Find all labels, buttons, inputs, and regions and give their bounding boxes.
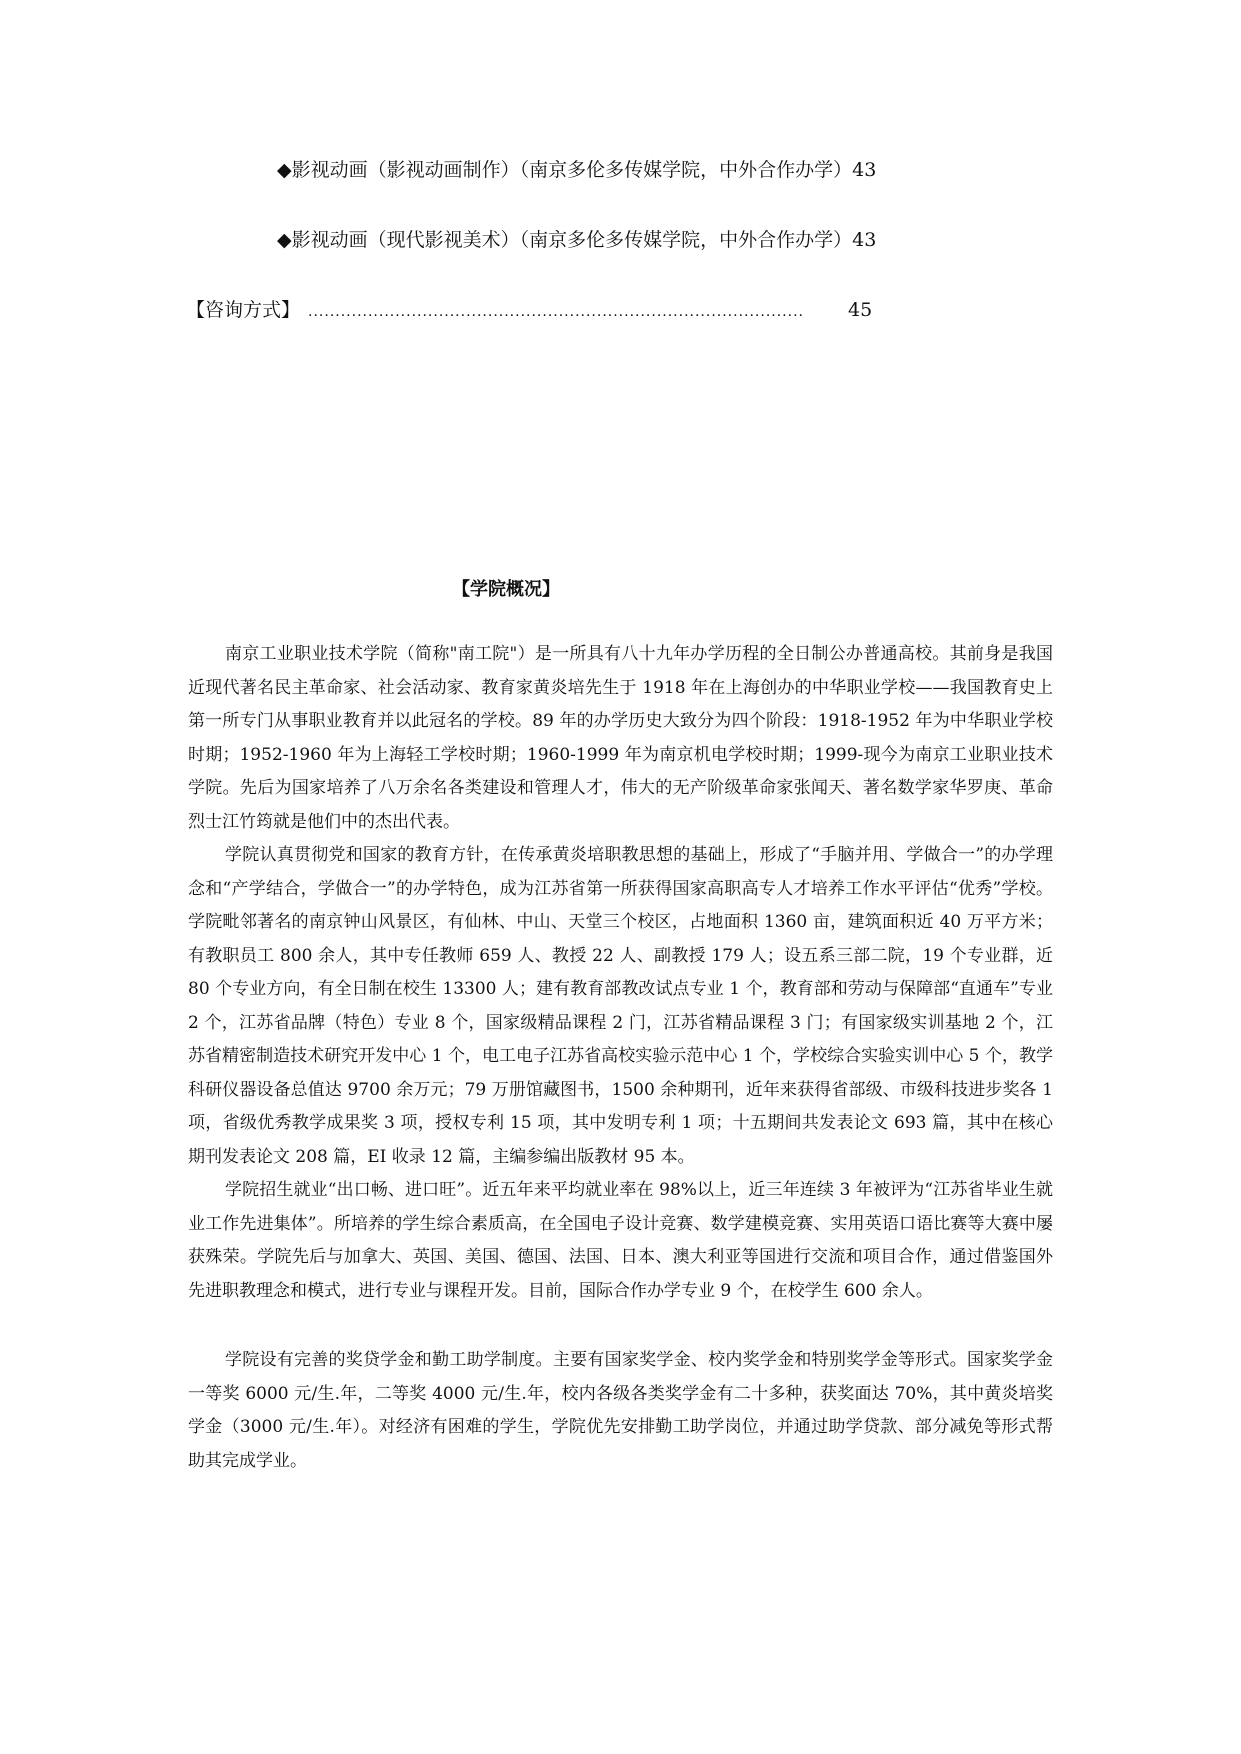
paragraph-history: 南京工业职业技术学院（简称"南工院"）是一所具有八十九年办学历程的全日制公办普通高校。其前身是我国近现代著名民主革命家、社会活动家、教育家黄炎培先生于 1918 年在上海创办的中华职业学校——我国教育史上第一所专门从事职业教育并以此冠名的学校。89 年的办学历史大致分为四个阶段：1918-1952 年为中华职业学校时期；1952-1960 年为上海轻工学校时期；1960-1999 年为南京机电学校时期；1999-现今为南京工业职业技术学院。先后为国家培养了八万余名各类建设和管理人才，伟大的无产阶级革命家张闻天、著名数学家华罗庚、革命烈士江竹筠就是他们中的杰出代表。 (188, 644, 1053, 832)
toc-entry-animation-production: ◆影视动画（影视动画制作）（南京多伦多传媒学院，中外合作办学）43 (277, 159, 877, 181)
toc-entry-contact (186, 297, 872, 325)
toc-entry-contact-label: 【咨询方式】 (186, 299, 301, 321)
toc-leader-dots: ........................................................................................... (308, 304, 804, 320)
toc-entry-contact-page: 45 (848, 299, 873, 321)
section-title: 【学院概况】 (452, 579, 560, 600)
paragraph-overview: 学院认真贯彻党和国家的教育方针，在传承黄炎培职教思想的基础上，形成了“手脑并用、学做合一”的办学理念和“产学结合，学做合一”的办学特色，成为江苏省第一所获得国家高职高专人才培养工作水平评估“优秀”学校。学院毗邻著名的南京钟山风景区，有仙林、中山、天堂三个校区，占地面积 1360 亩，建筑面积近 40 万平方米；有教职员工 800 余人，其中专任教师 659 人、教授 22 人、副教授 179 人；设五系三部二院，19 个专业群，近 80 个专业方向，有全日制在校生 13300 人；建有教育部教改试点专业 1 个，教育部和劳动与保障部“直通车”专业 2 个，江苏省品牌（特色）专业 8 个，国家级精品课程 2 门，江苏省精品课程 3 门；有国家级实训基地 2 个，江苏省精密制造技术研究开发中心 1 个，电工电子江苏省高校实验示范中心 1 个，学校综合实验实训中心 5 个，教学科研仪器设备总值达 9700 余万元；79 万册馆藏图书，1500 余种期刊，近年来获得省部级、市级科技进步奖各 1 项，省级优秀教学成果奖 3 项，授权专利 15 项，其中发明专利 1 项；十五期间共发表论文 693 篇，其中在核心期刊发表论文 208 篇，EI 收录 12 篇，主编参编出版教材 95 本。 (188, 845, 1053, 1167)
toc-entry-modern-film-art: ◆影视动画（现代影视美术）（南京多伦多传媒学院，中外合作办学）43 (277, 229, 877, 251)
paragraph-employment: 学院招生就业“出口畅、进口旺”。近五年来平均就业率在 98%以上，近三年连续 3 年被评为“江苏省毕业生就业工作先进集体”。所培养的学生综合素质高，在全国电子设计竞赛、数学建模竞赛、实用英语口语比赛等大赛中屡获殊荣。学院先后与加拿大、英国、美国、德国、法国、日本、澳大利亚等国进行交流和项目合作，通过借鉴国外先进职教理念和模式，进行专业与课程开发。目前，国际合作办学专业 9 个，在校学生 600 余人。 (188, 1180, 1053, 1301)
paragraph-scholarship: 学院设有完善的奖贷学金和勤工助学制度。主要有国家奖学金、校内奖学金和特别奖学金等形式。国家奖学金一等奖 6000 元/生.年，二等奖 4000 元/生.年，校内各级各类奖学金有二十多种，获奖面达 70%，其中黄炎培奖学金（3000 元/生.年）。对经济有困难的学生，学院优先安排勤工助学岗位，并通过助学贷款、部分减免等形式帮助其完成学业。 (188, 1350, 1053, 1471)
section-body (188, 638, 1053, 1478)
